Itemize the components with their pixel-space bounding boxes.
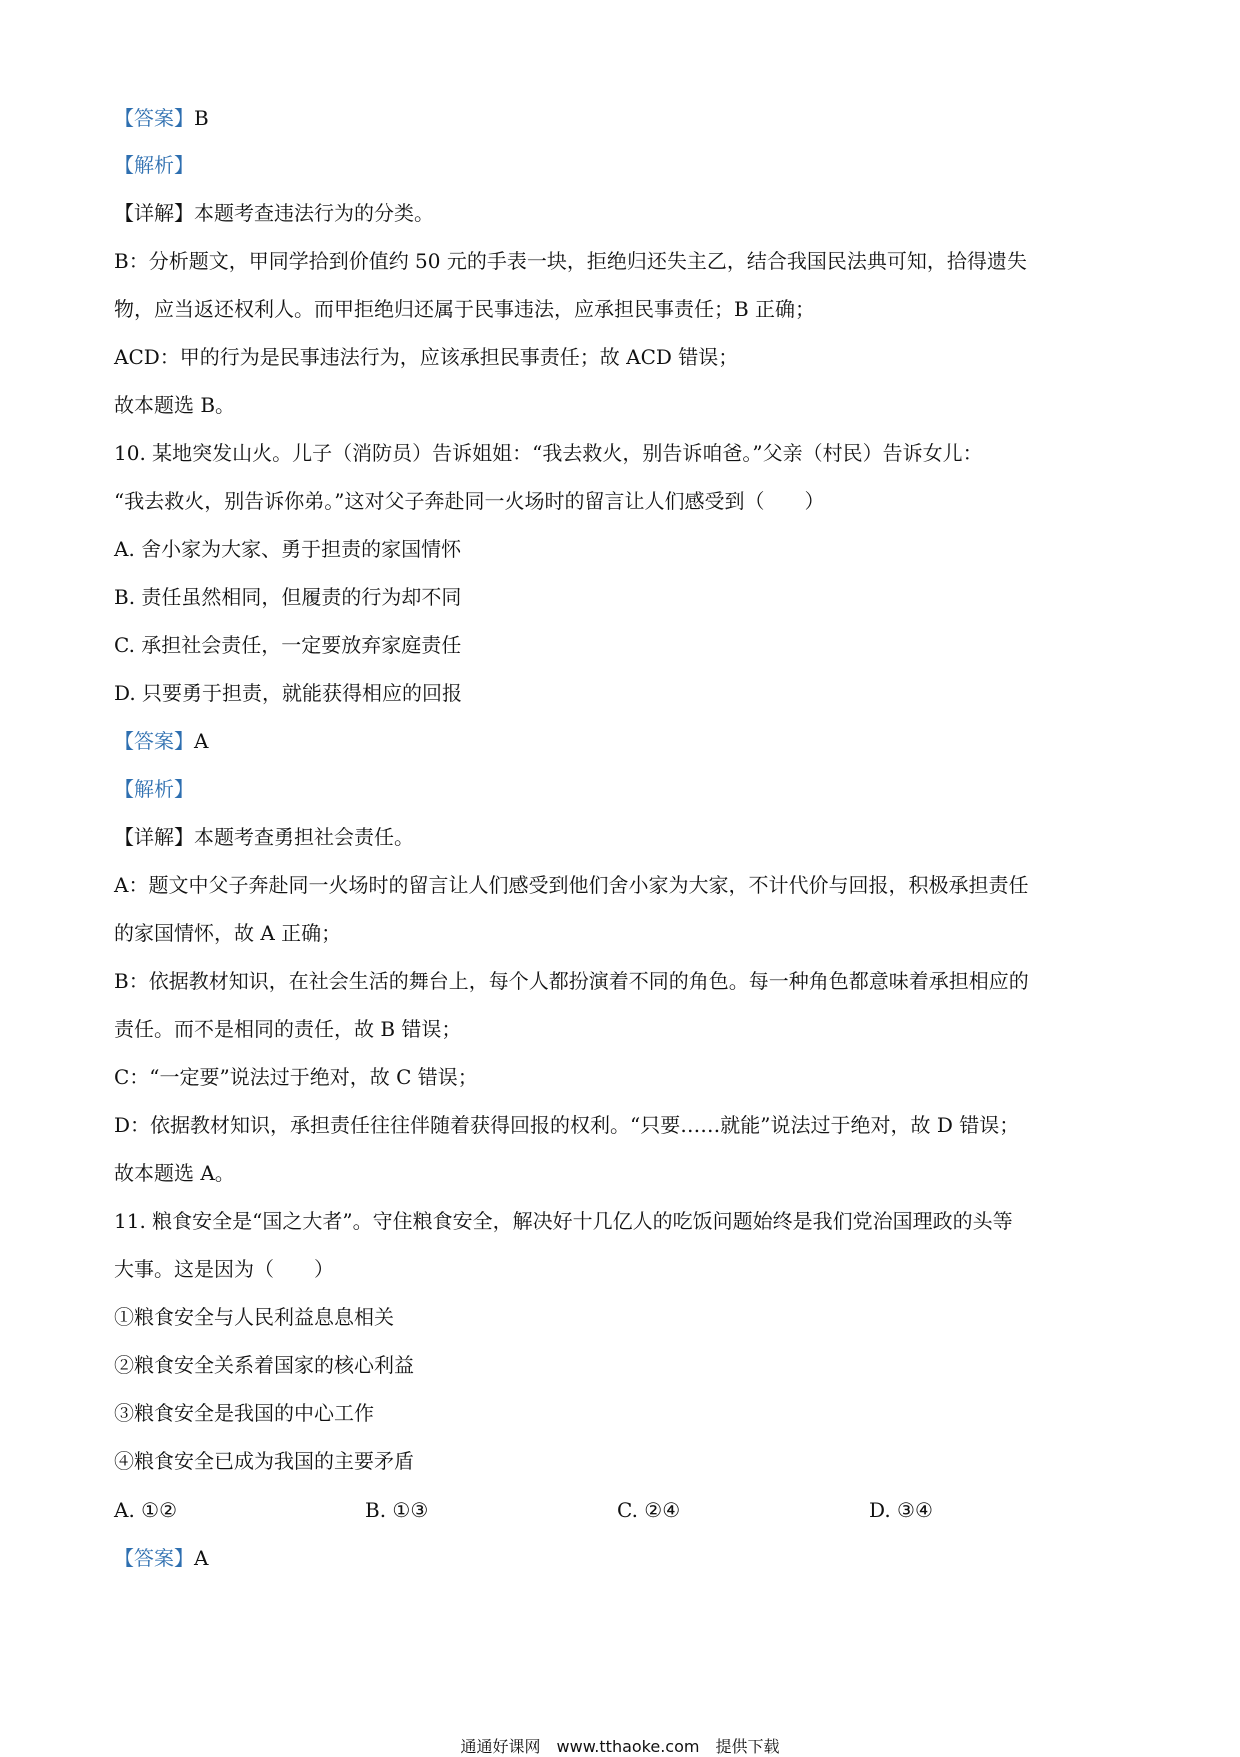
q9-analysis-heading bbox=[114, 152, 194, 178]
q10-option-c: C. 承担社会责任，一定要放弃家庭责任 bbox=[114, 633, 462, 657]
q11-statement: ④粮食安全已成为我国的主要矛盾 bbox=[114, 1449, 414, 1473]
analysis-tag: 【解析】 bbox=[114, 777, 194, 801]
q11-choice-a: A. ①② bbox=[114, 1498, 178, 1522]
answer-value: A bbox=[194, 729, 209, 753]
detail-tag: 【详解】 bbox=[114, 201, 194, 225]
answer-tag: 【答案】 bbox=[114, 729, 194, 753]
detail-text: 本题考查违法行为的分类。 bbox=[194, 201, 434, 225]
q10-explanation-line: 的家国情怀，故 A 正确； bbox=[114, 921, 342, 945]
detail-tag: 【详解】 bbox=[114, 825, 194, 849]
q10-analysis-heading bbox=[114, 776, 194, 802]
answer-tag: 【答案】 bbox=[114, 1546, 194, 1570]
q10-explanation-line: C：“一定要”说法过于绝对，故 C 错误； bbox=[114, 1065, 478, 1089]
q11-stem-line: 11. 粮食安全是“国之大者”。守住粮食安全，解决好十几亿人的吃饭问题始终是我们党治国理政的头等 bbox=[114, 1209, 1013, 1233]
q9-detail-line bbox=[114, 200, 434, 226]
q11-choice-c: C. ②④ bbox=[617, 1498, 681, 1522]
q10-explanation-line: 故本题选 A。 bbox=[114, 1161, 235, 1185]
q11-statement: ②粮食安全关系着国家的核心利益 bbox=[114, 1353, 414, 1377]
q11-stem-line: 大事。这是因为（ ） bbox=[114, 1257, 334, 1281]
analysis-tag: 【解析】 bbox=[114, 153, 194, 177]
q11-statement: ①粮食安全与人民利益息息相关 bbox=[114, 1305, 394, 1329]
q11-statement: ③粮食安全是我国的中心工作 bbox=[114, 1401, 374, 1425]
q10-stem-line: “我去救火，别告诉你弟。”这对父子奔赴同一火场时的留言让人们感受到（ ） bbox=[114, 489, 825, 513]
q10-explanation-line: A：题文中父子奔赴同一火场时的留言让人们感受到他们舍小家为大家，不计代价与回报，积极承担责任 bbox=[114, 873, 1029, 897]
q9-explanation-line: 故本题选 B。 bbox=[114, 393, 236, 417]
q11-choice-d: D. ③④ bbox=[869, 1498, 933, 1522]
answer-tag: 【答案】 bbox=[114, 106, 194, 130]
answer-value: A bbox=[194, 1546, 209, 1570]
q10-explanation-line: B：依据教材知识，在社会生活的舞台上，每个人都扮演着不同的角色。每一种角色都意味着承担相应的 bbox=[114, 969, 1029, 993]
detail-text: 本题考查勇担社会责任。 bbox=[194, 825, 414, 849]
q9-explanation-line: B：分析题文，甲同学拾到价值约 50 元的手表一块，拒绝归还失主乙，结合我国民法典可知，拾得遗失 bbox=[114, 249, 1027, 273]
q10-option-d: D. 只要勇于担责，就能获得相应的回报 bbox=[114, 681, 463, 705]
q10-explanation-line: D：依据教材知识，承担责任往往伴随着获得回报的权利。“只要……就能”说法过于绝对，故 D 错误； bbox=[114, 1113, 1020, 1137]
q10-option-a: A. 舍小家为大家、勇于担责的家国情怀 bbox=[114, 537, 462, 561]
q10-detail-line bbox=[114, 824, 414, 850]
q11-answer-line bbox=[114, 1545, 208, 1571]
q10-answer-line bbox=[114, 728, 208, 754]
q10-stem-line: 10. 某地突发山火。儿子（消防员）告诉姐姐：“我去救火，别告诉咱爸。”父亲（村民）告诉女儿： bbox=[114, 441, 983, 465]
footer-watermark: 通通好课网 www.tthaoke.com 提供下载 bbox=[460, 1737, 780, 1756]
q10-option-b: B. 责任虽然相同，但履责的行为却不同 bbox=[114, 585, 462, 609]
answer-value: B bbox=[194, 106, 209, 130]
q10-explanation-line: 责任。而不是相同的责任，故 B 错误； bbox=[114, 1017, 462, 1041]
q9-explanation-line: 物，应当返还权利人。而甲拒绝归还属于民事违法，应承担民事责任；B 正确； bbox=[114, 297, 816, 321]
q11-choice-b: B. ①③ bbox=[365, 1498, 429, 1522]
q9-answer-line bbox=[114, 105, 209, 131]
q9-explanation-line: ACD：甲的行为是民事违法行为，应该承担民事责任；故 ACD 错误； bbox=[114, 345, 739, 369]
